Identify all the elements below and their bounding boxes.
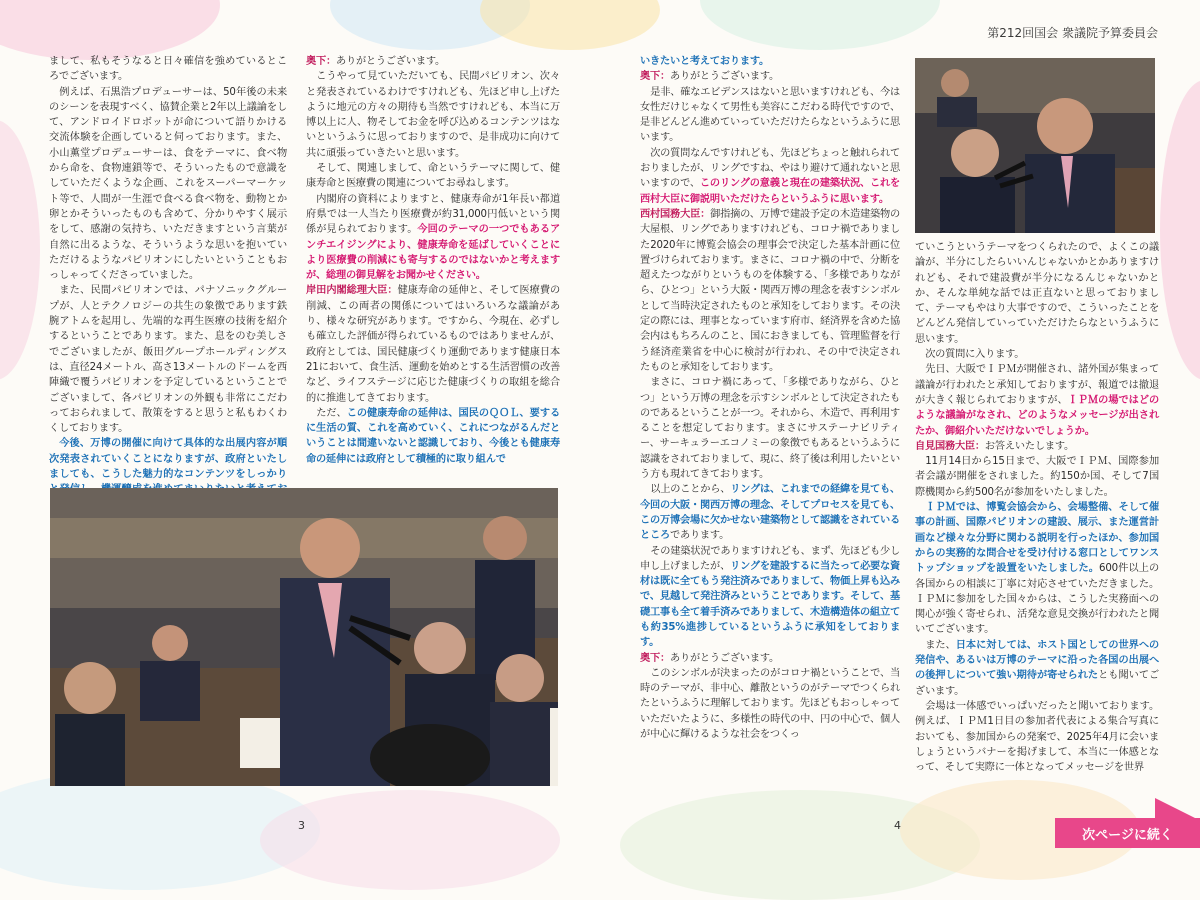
paragraph: その建築状況でありますけれども、まず、先ほども少し申し上げましたが、 [640,545,900,572]
answer-highlight: リングを建設するに当たって必要な資材は既に全てもう発注済みでありまして、物価上昇も込みで、見越して発注済みということであります。そして、基礎工事も全て着手済みでありまして、木造構造体の組立ても約35%進捗しているというふうに承知をしております。 [640,560,900,649]
answer-highlight: 日本に対しては、ホスト国としての世界への発信や、あるいは万博のテーマに沿った各国の出展への後押しについて強い期待が寄せられた [915,639,1160,682]
speaker-label: 西村国務大臣： [640,208,711,220]
paragraph: まして、私もそうなると日々確信を強めているところでございます。 [49,56,287,83]
paragraph: 次の質問に入ります。 [925,349,1025,361]
speaker-label: 岸田内閣総理大臣： [306,285,398,297]
next-page-arrow-icon [1155,798,1195,818]
page-number-left: 3 [298,819,305,832]
speech-text: お答えいたします。 [984,440,1074,452]
text-column-4 [915,240,1159,775]
photo-illustration [50,488,558,786]
paragraph: ていこうというテーマをつくられたので、よくこの議論が、半分にしたらいいんじゃないかとかありますけれども、それで建設費が半分になるんじゃないかとか、そんな単純な話では正直ないと思っておりまして、テーマもやはり大事ですので、こういったことをどんどん発信していっていただけたらなというふうに思います。 [915,242,1159,345]
paragraph: 内閣府の資料によりますと、健康寿命が1年長い都道府県では一人当たり医療費が約31,000円低いという関係が見られております。 [306,193,560,236]
right-page [600,0,1200,852]
speaker-label: 自見国務大臣： [915,440,985,452]
speech-text: 健康寿命の延伸と、そして医療費の削減、この両者の関係についてはいろいろな議論があり、様々な研究があります。ですから、今現在、必ずしも確立した評価が得られているものではありませんが、政府としては、国民健康づくり運動であります健康日本21において、食生活、運動を始めとする生活習慣の改善など、ライフステージに応じた健康づくりの取組を総合的に推進してきております。 [306,285,560,404]
speech-text: ありがとうございます。 [335,56,446,67]
paragraph: こうやって見ていただいても、民間パビリオン、次々と発表されているわけですけれども、先ほど申し上げたように地元の方々の期待も当然ですけれども、本当に万博以上に人、物そしてお金を呼び込めるコンテンツはないというふうに思っておりますので、是非成功に向けて共に頑張っていきたいと思います。 [306,71,560,159]
answer-highlight: いきたいと考えております。 [640,56,770,67]
text-column-2 [306,54,560,467]
answer-highlight: ＩＰＭでは、博覧会協会から、会場整備、そして催事の計画、国際パビリオンの建設、展示、また運営計画など様々な分野に関わる説明を行ったほか、参加国からの実務的な問合せを受け付ける窓口としてワンストップショップを設置をいたしました。 [915,502,1159,575]
speaker-label: 奥下： [306,56,336,67]
paragraph: 例えば、石黒浩プロデューサーは、50年後の未来のシーンを表現すべく、協賛企業と2年以上議論をして、アンドロイドロボットが命について語りかける交流体験を企画していると伺っております。また、小山薫堂プロデューサーは、食をテーマに、食べ物から命を、食物連鎖等で、そういったもので意識をしていただくような企画、これをスーパーマーケット等で、人間が一生涯で食べる食べ物を、動物とか卵とかそういったものも含めて、分かりやすく展示をして、感謝の気持ち、いただきますという言葉が自然に出るような、そういうような思いを抱いていただけるようなパビリオンにしたいということもおっしゃってくださっていました。 [49,86,287,282]
photo-illustration [915,58,1155,233]
answer-highlight: この健康寿命の延伸は、国民のＱＯＬ、要するに生活の質、これを高めていく、これにつながるんだということは間違いないと認識しており、今後とも健康寿命の延伸には政府として積極的に取り組んで [306,407,560,465]
next-page-button[interactable]: 次ページに続く [1055,818,1200,848]
speech-text: ありがとうございます。 [669,652,780,664]
paragraph: とも聞いてございます。 [915,670,1159,697]
question-highlight: このリングの意義と現在の建築状況、これを西村大臣に御説明いただけたらというふうに思います。 [640,178,900,205]
paragraph: まさに、コロナ禍にあって、「多様でありながら、ひとつ」という万博の理念を示すシンボルとして決定されたものであるということが一つ。それから、木造で、再利用することを想定しております。まさにサステーナビリティー、サーキュラーエコノミーの象徴でもあるというふうに認識をされておりまして、現に、終了後は利用したいという方も現れてきております。 [640,377,900,481]
paragraph: ただ、 [316,407,347,419]
left-page [0,0,600,852]
paragraph: 次の質問なんですけれども、先ほどちょっと触れられておりましたが、リングですね、やはり避けて通れないと思いますので、 [640,147,900,190]
paragraph: 是非、確なエビデンスはないと思いますけれども、今は女性だけじゃなくて男性も美容にこだわる時代ですので、是非どんどん進めていっていただけたらなというふうに思います。 [640,86,900,144]
highlight-paragraph: 今後、万博の開催に向けて具体的な出展内容が順次発表されていくことになりますが、政府といたしましても、こうした魅力的なコンテンツをしっかり [49,438,287,481]
question-highlight: 今回のテーマの一つでもあるアンチエイジングにより、健康寿命を延ばしていくことにより医療費の削減にも寄与するのではないかと考えますが、総理の御見解をお聞かせください。 [306,224,561,282]
speech-text: ありがとうございます。 [669,71,780,83]
paragraph: そして、関連しまして、命というテーマに関して、健康寿命と医療費の関連についてお尋ねします。 [306,163,560,190]
paragraph: また、 [925,639,956,651]
committee-photo [50,488,558,786]
paragraph: 以上のことから、 [650,484,731,496]
page-number-right: 4 [894,819,901,832]
speaker-label: 奥下： [640,71,670,83]
text-column-3 [640,54,900,742]
question-highlight: ＩＰＭの場ではどのような議論がなされ、どのようなメッセージが出されたか、御紹介いただけないでしょうか。 [915,394,1160,437]
paragraph: であります。 [669,530,730,542]
paragraph: 会場は一体感でいっぱいだったと聞いております。例えば、ＩＰＭ1日目の参加者代表による集合写真においても、参加国からの発案で、2025年4月に会いましょうというバナーを掲げまして、本当に一体感となって、そして実際に一体となってメッセージを世界 [915,700,1159,774]
speaker-photo [915,58,1155,233]
answer-highlight: リングは、これまでの経緯を見ても、今回の大阪・関西万博の理念、そしてプロセスを見ても、この万博会場に欠かせない建築物として認識をされているところ [640,484,900,542]
speaker-label: 奥下： [640,652,670,664]
issue-header: 第212回国会 衆議院予算委員会 [987,26,1158,40]
speech-text: 御指摘の、万博で建設予定の木造建築物の大屋根、リングでありますけれども、コロナ禍でありました2020年に博覧会協会の理事会で決定した基本計画に位置づけられております。まさに、コロナ禍の中で、分断を超えたつながりというものを体験する、「多様でありながら、ひとつ」という大阪・関西万博の理念を表すシンボルとして当時決定されたものと承知をしております。その決定の際には、理事となっています府市、経済界を含めた協会内はもちろんのこと、国におきましても、管理監督を行う経済産業省を中心に検討が行われ、その中で決定されたものと承知をしております。 [640,208,900,373]
paragraph: 600件以上の各国からの相談に丁寧に対応させていただきました。ＩＰＭに参加をした国々からは、こうした実務面への関心が強く寄せられ、活発な意見交換が行われたと聞いてございます。 [915,563,1159,636]
paragraph: 11月14日から15日まで、大阪でＩＰＭ、国際参加者会議が開催をされました。約150か国、そして7国際機関から約500名が参加をいたしました。 [915,456,1159,498]
paragraph: 先日、大阪でＩＰＭが開催され、諸外国が集まって議論が行われたと承知しておりますが、報道では撤退が大きく報じられておりますが、 [915,364,1159,406]
text-column-1 [49,54,287,513]
paragraph: また、民間パビリオンでは、パナソニックグループが、人とテクノロジーの共生の象徴であります鉄腕アトムを起用し、先端的な再生医療の技術を紹介するということであります。また、息をのむ美しさでございましたが、飯田グループホールディングスは、直径24メートル、高さ13メートルのドームを西陣織で覆うパビリオンを予定しているということでございまして、各パビリオンの外観も非常にこだわっておられまして、散策をすると思うと私もわくわくしております。 [49,285,287,435]
paragraph: このシンボルが決まったのがコロナ禍ということで、当時のテーマが、非中心、離散というのがテーマでつくられたというふうに理解しております。先ほどもおっしゃっていただいたように、多様性の時代の中、円の中心で、個人が中心に輝けるような社会をつくっ [640,667,900,741]
